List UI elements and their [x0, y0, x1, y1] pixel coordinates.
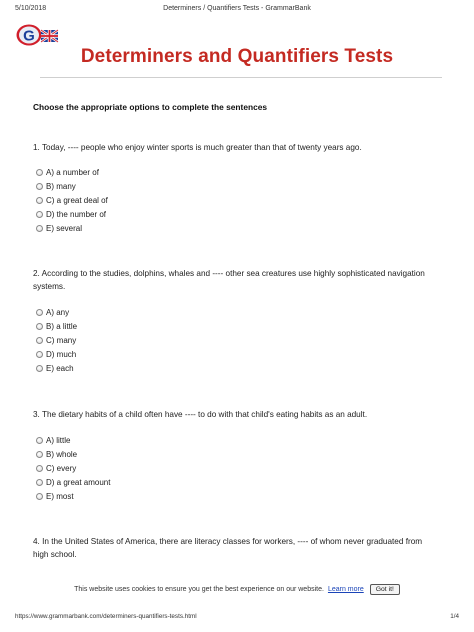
- answer-option[interactable]: [36, 165, 108, 179]
- radio-button[interactable]: [36, 451, 43, 458]
- answer-option[interactable]: [36, 475, 110, 489]
- answer-option[interactable]: [36, 221, 108, 235]
- option-label: C) every: [46, 463, 77, 473]
- print-page-title: Determiners / Quantifiers Tests - GrammarBank: [163, 5, 311, 12]
- option-label: A) little: [46, 435, 71, 445]
- option-label: C) many: [46, 335, 77, 345]
- instructions: Choose the appropriate options to complete the sentences: [33, 102, 268, 112]
- option-label: E) most: [46, 491, 74, 501]
- radio-button[interactable]: [36, 309, 43, 316]
- answer-option[interactable]: [36, 347, 77, 361]
- answer-option[interactable]: [36, 207, 108, 221]
- option-label: E) each: [46, 363, 74, 373]
- answer-option[interactable]: [36, 319, 77, 333]
- answer-option[interactable]: [36, 179, 108, 193]
- question-1-options: [36, 165, 108, 235]
- answer-option[interactable]: [36, 305, 77, 319]
- page-url: https://www.grammarbank.com/determiners-quantifiers-tests.html: [15, 613, 197, 620]
- answer-option[interactable]: [36, 461, 110, 475]
- option-label: D) a great amount: [46, 477, 111, 487]
- answer-option[interactable]: [36, 333, 77, 347]
- answer-option[interactable]: [36, 447, 110, 461]
- logo-graphic: [16, 24, 62, 46]
- radio-button[interactable]: [36, 211, 43, 218]
- radio-button[interactable]: [36, 365, 43, 372]
- option-label: B) whole: [46, 449, 78, 459]
- logo-letter: G: [23, 27, 35, 45]
- grammarbank-logo[interactable]: [16, 24, 62, 46]
- print-footer: [0, 610, 474, 624]
- answer-option[interactable]: [36, 433, 110, 447]
- option-label: A) any: [46, 307, 70, 317]
- option-label: D) much: [46, 349, 77, 359]
- answer-option[interactable]: [36, 193, 108, 207]
- page-title: Determiners and Quantifiers Tests: [80, 46, 394, 67]
- title-divider: [40, 77, 442, 78]
- print-date: 5/10/2018: [15, 5, 47, 12]
- option-label: D) the number of: [46, 209, 107, 219]
- radio-button[interactable]: [36, 197, 43, 204]
- radio-button[interactable]: [36, 337, 43, 344]
- cookie-accept-button[interactable]: Got it!: [370, 584, 400, 595]
- radio-button[interactable]: [36, 493, 43, 500]
- radio-button[interactable]: [36, 479, 43, 486]
- radio-button[interactable]: [36, 225, 43, 232]
- radio-button[interactable]: [36, 323, 43, 330]
- cookie-message: This website uses cookies to ensure you get the best experience on our website.: [74, 585, 324, 593]
- radio-button[interactable]: [36, 169, 43, 176]
- cookie-banner: [0, 582, 474, 596]
- option-label: C) a great deal of: [46, 195, 108, 205]
- question-1-text: 1. Today, ---- people who enjoy winter sports is much greater than that of twenty years ago.: [33, 143, 362, 152]
- answer-option[interactable]: [36, 361, 77, 375]
- question-3-options: [36, 433, 110, 503]
- learn-more-link[interactable]: Learn more: [327, 585, 364, 593]
- question-2-options: [36, 305, 77, 375]
- option-label: A) a number of: [46, 167, 99, 177]
- option-label: B) many: [46, 181, 76, 191]
- radio-button[interactable]: [36, 183, 43, 190]
- answer-option[interactable]: [36, 489, 110, 503]
- uk-flag-icon: [41, 30, 58, 42]
- question-4-text: 4. In the United States of America, there are literacy classes for workers, ---- of whom never graduated from high school.: [33, 537, 423, 559]
- question-2-text: 2. According to the studies, dolphins, whales and ---- other sea creatures use highly sophisticated navigation systems.: [33, 269, 425, 291]
- print-header: [0, 0, 474, 16]
- radio-button[interactable]: [36, 437, 43, 444]
- page-number: 1/4: [450, 613, 459, 620]
- question-3-text: 3. The dietary habits of a child often have ---- to do with that child's eating habits as an adult.: [33, 410, 368, 419]
- radio-button[interactable]: [36, 351, 43, 358]
- radio-button[interactable]: [36, 465, 43, 472]
- option-label: E) several: [46, 223, 83, 233]
- option-label: B) a little: [46, 321, 78, 331]
